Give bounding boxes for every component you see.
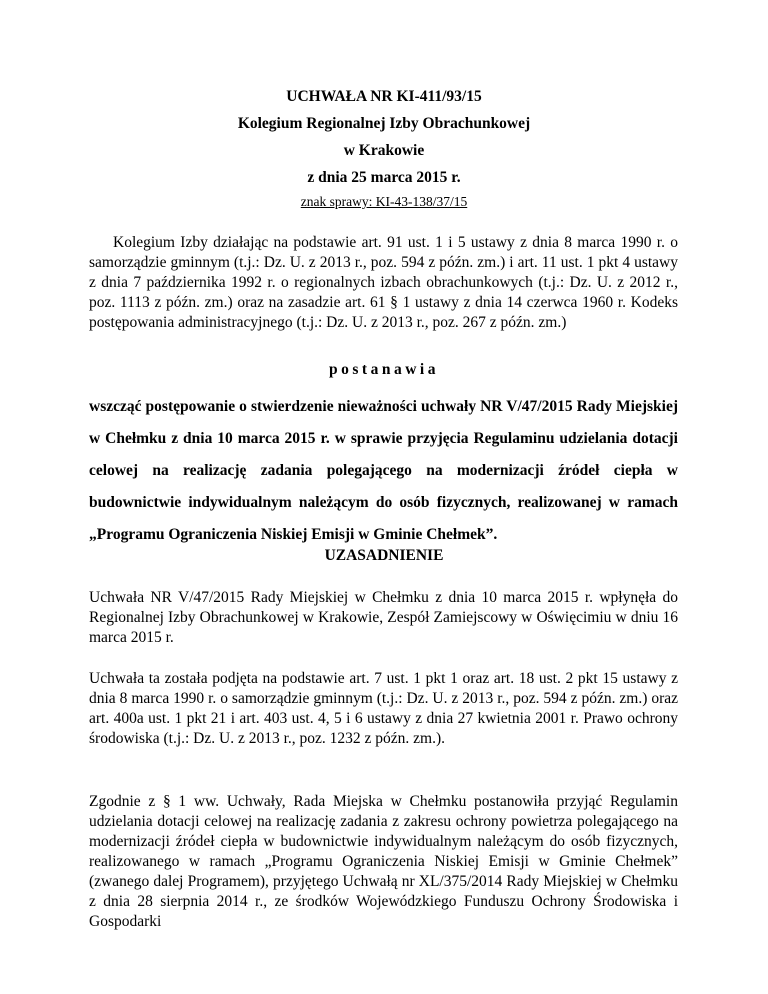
justification-paragraph-2: Uchwała ta została podjęta na podstawie art. 7 ust. 1 pkt 1 oraz art. 18 ust. 2 pkt 15 ustawy z dnia 8 marca 1990 r. o samorządzie gminnym (t.j.: Dz. U. z 2013 r., poz. 594 z późn. zm.) oraz art. 400a ust. 1 pkt 21 i art. 403 ust. 4, 5 i 6 ustawy z dnia 27 kwietnia 2001 r. Prawo ochrony środowiska (t.j.: Dz. U. z 2013 r., poz. 1232 z późn. zm.). — [89, 670, 678, 747]
resolution-title: UCHWAŁA NR KI-411/93/15 — [286, 88, 482, 105]
decision-text: wszcząć postępowanie o stwierdzenie nieważności uchwały NR V/47/2015 Rady Miejskiej w Chełmku z dnia 10 marca 2015 r. w sprawie przyjęcia Regulaminu udzielania dotacji celowej na realizację zadania polegającego na modernizacji źródeł ciepła w budownictwie indywidualnym należącym do osób fizycznych, realizowanej w ramach „Programu Ograniczenia Niskiej Emisji w Gminie Chełmek”. — [89, 398, 678, 543]
resolution-date: z dnia 25 marca 2015 r. — [307, 169, 461, 186]
preamble-paragraph: Kolegium Izby działając na podstawie art. 91 ust. 1 i 5 ustawy z dnia 8 marca 1990 r. o samorządzie gminnym (t.j.: Dz. U. z 2013 r., poz. 594 z późn. zm.) i art. 11 ust. 1 pkt 4 ustawy z dnia 7 października 1992 r. o regionalnych izbach obrachunkowych (t.j.: Dz. U. z 2012 r., poz. 1113 z późn. zm.) oraz na zasadzie art. 61 § 1 ustawy z dnia 14 czerwca 1960 r. Kodeks postępowania administracyjnego (t.j.: Dz. U. z 2013 r., poz. 267 z późn. zm.) — [89, 234, 678, 331]
justification-paragraph-1: Uchwała NR V/47/2015 Rady Miejskiej w Chełmku z dnia 10 marca 2015 r. wpłynęła do Regionalnej Izby Obrachunkowej w Krakowie, Zespół Zamiejscowy w Oświęcimiu w dniu 16 marca 2015 r. — [89, 589, 678, 646]
justification-heading: UZASADNIENIE — [324, 547, 444, 564]
issuing-place: w Krakowie — [343, 142, 425, 159]
decides-heading: postanawia — [329, 361, 439, 378]
case-reference: znak sprawy: KI-43-138/37/15 — [300, 194, 468, 209]
justification-paragraph-3: Zgodnie z § 1 ww. Uchwały, Rada Miejska w Chełmku postanowiła przyjąć Regulamin udzielania dotacji celowej na realizację zadania z zakresu ochrony powietrza polegającego na modernizacji źródeł ciepła w budownictwie indywidualnym należącym do osób fizycznych, realizowanego w ramach „Programu Ograniczenia Niskiej Emisji w Gminie Chełmek” (zwanego dalej Programem), przyjętego Uchwałą nr XL/375/2014 Rady Miejskiej w Chełmku z dnia 28 sierpnia 2014 r., ze środków Wojewódzkiego Funduszu Ochrony Środowiska i Gospodarki — [89, 793, 678, 930]
issuing-body: Kolegium Regionalnej Izby Obrachunkowej — [237, 115, 531, 132]
